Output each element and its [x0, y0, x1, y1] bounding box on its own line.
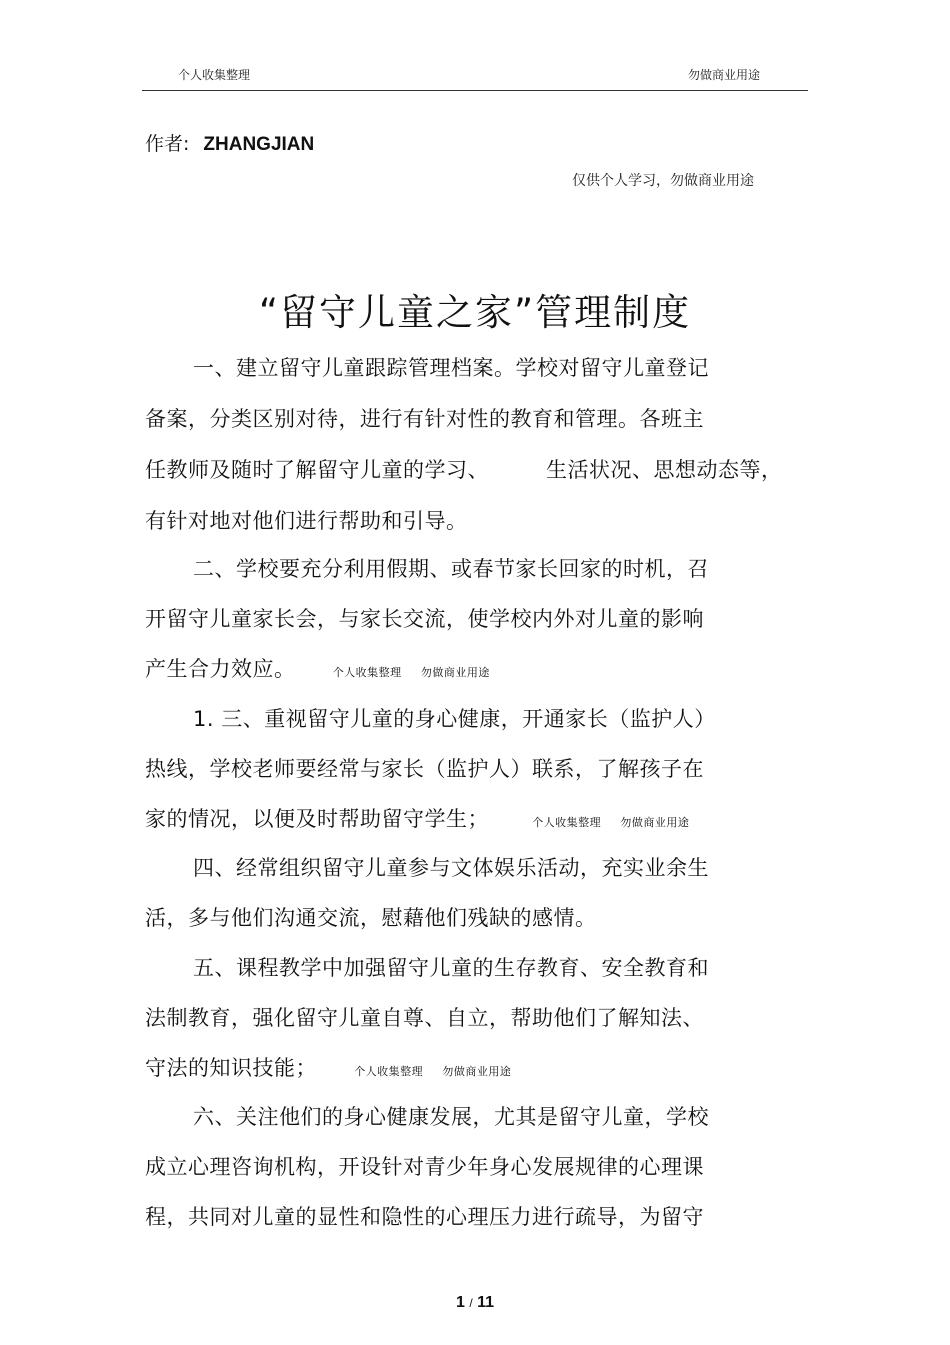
page-total: 11: [477, 1294, 495, 1311]
p2-line2: 开留守儿童家长会，与家长交流，使学校内外对儿童的影响: [145, 607, 704, 631]
p3-line3-text: 家的情况，以便及时帮助留守学生；: [145, 807, 489, 831]
page-current: 1: [455, 1294, 465, 1311]
p2-line1: 二、学校要充分利用假期、或春节家长回家的时机，召: [193, 557, 709, 581]
p4-line2: 活，多与他们沟通交流，慰藉他们残缺的感情。: [145, 906, 597, 930]
author-line: [145, 129, 314, 156]
p1-line1: 一、建立留守儿童跟踪管理档案。学校对留守儿童登记: [193, 356, 709, 380]
p1-line2: 备案，分类区别对待，进行有针对性的教育和管理。各班主: [145, 407, 704, 431]
p5-line3-text: 守法的知识技能；: [145, 1056, 317, 1080]
page-separator: /: [469, 1296, 473, 1310]
p2-inline-tag-2: 勿做商业用途: [420, 666, 490, 679]
author-name: ZHANGJIAN: [203, 134, 315, 155]
p6-line3: 程，共同对儿童的显性和隐性的心理压力进行疏导，为留守: [145, 1205, 704, 1229]
header-divider: [142, 90, 808, 91]
header-left-text: 个人收集整理: [178, 68, 251, 82]
author-label: 作者:: [145, 133, 190, 155]
p5-inline-tag-1: 个人收集整理: [354, 1065, 424, 1078]
p2-line3: [145, 653, 490, 683]
p3-inline-tag-1: 个人收集整理: [532, 816, 602, 829]
p5-inline-tag-2: 勿做商业用途: [442, 1065, 512, 1078]
p5-line2: 法制教育，强化留守儿童自尊、自立，帮助他们了解知法、: [145, 1006, 704, 1030]
p3-line3: [145, 803, 689, 833]
header-right-text: 勿做商业用途: [688, 68, 761, 82]
document-title: “留守儿童之家”管理制度: [258, 291, 692, 334]
p1-line4: 有针对地对他们进行帮助和引导。: [145, 509, 468, 533]
p5-line3: [145, 1052, 511, 1082]
p2-inline-tag-1: 个人收集整理: [332, 666, 402, 679]
p5-line1: 五、课程教学中加强留守儿童的生存教育、安全教育和: [193, 956, 709, 980]
page-counter: [0, 1294, 950, 1312]
p3-line1: 1. 三、重视留守儿童的身心健康，开通家长（监护人）: [193, 707, 716, 731]
p4-line1: 四、经常组织留守儿童参与文体娱乐活动，充实业余生: [193, 856, 709, 880]
p3-line2: 热线，学校老师要经常与家长（监护人）联系，了解孩子在: [145, 757, 704, 781]
usage-note: 仅供个人学习，勿做商业用途: [572, 173, 754, 189]
p3-inline-tag-2: 勿做商业用途: [620, 816, 690, 829]
p1-line3b: 生活状况、思想动态等，: [546, 458, 783, 482]
p1-line3a: 任教师及随时了解留守儿童的学习、: [145, 458, 489, 482]
p6-line2: 成立心理咨询机构，开设针对青少年身心发展规律的心理课: [145, 1155, 704, 1179]
p6-line1: 六、关注他们的身心健康发展，尤其是留守儿童，学校: [193, 1105, 709, 1129]
p2-line3-text: 产生合力效应。: [145, 657, 296, 681]
